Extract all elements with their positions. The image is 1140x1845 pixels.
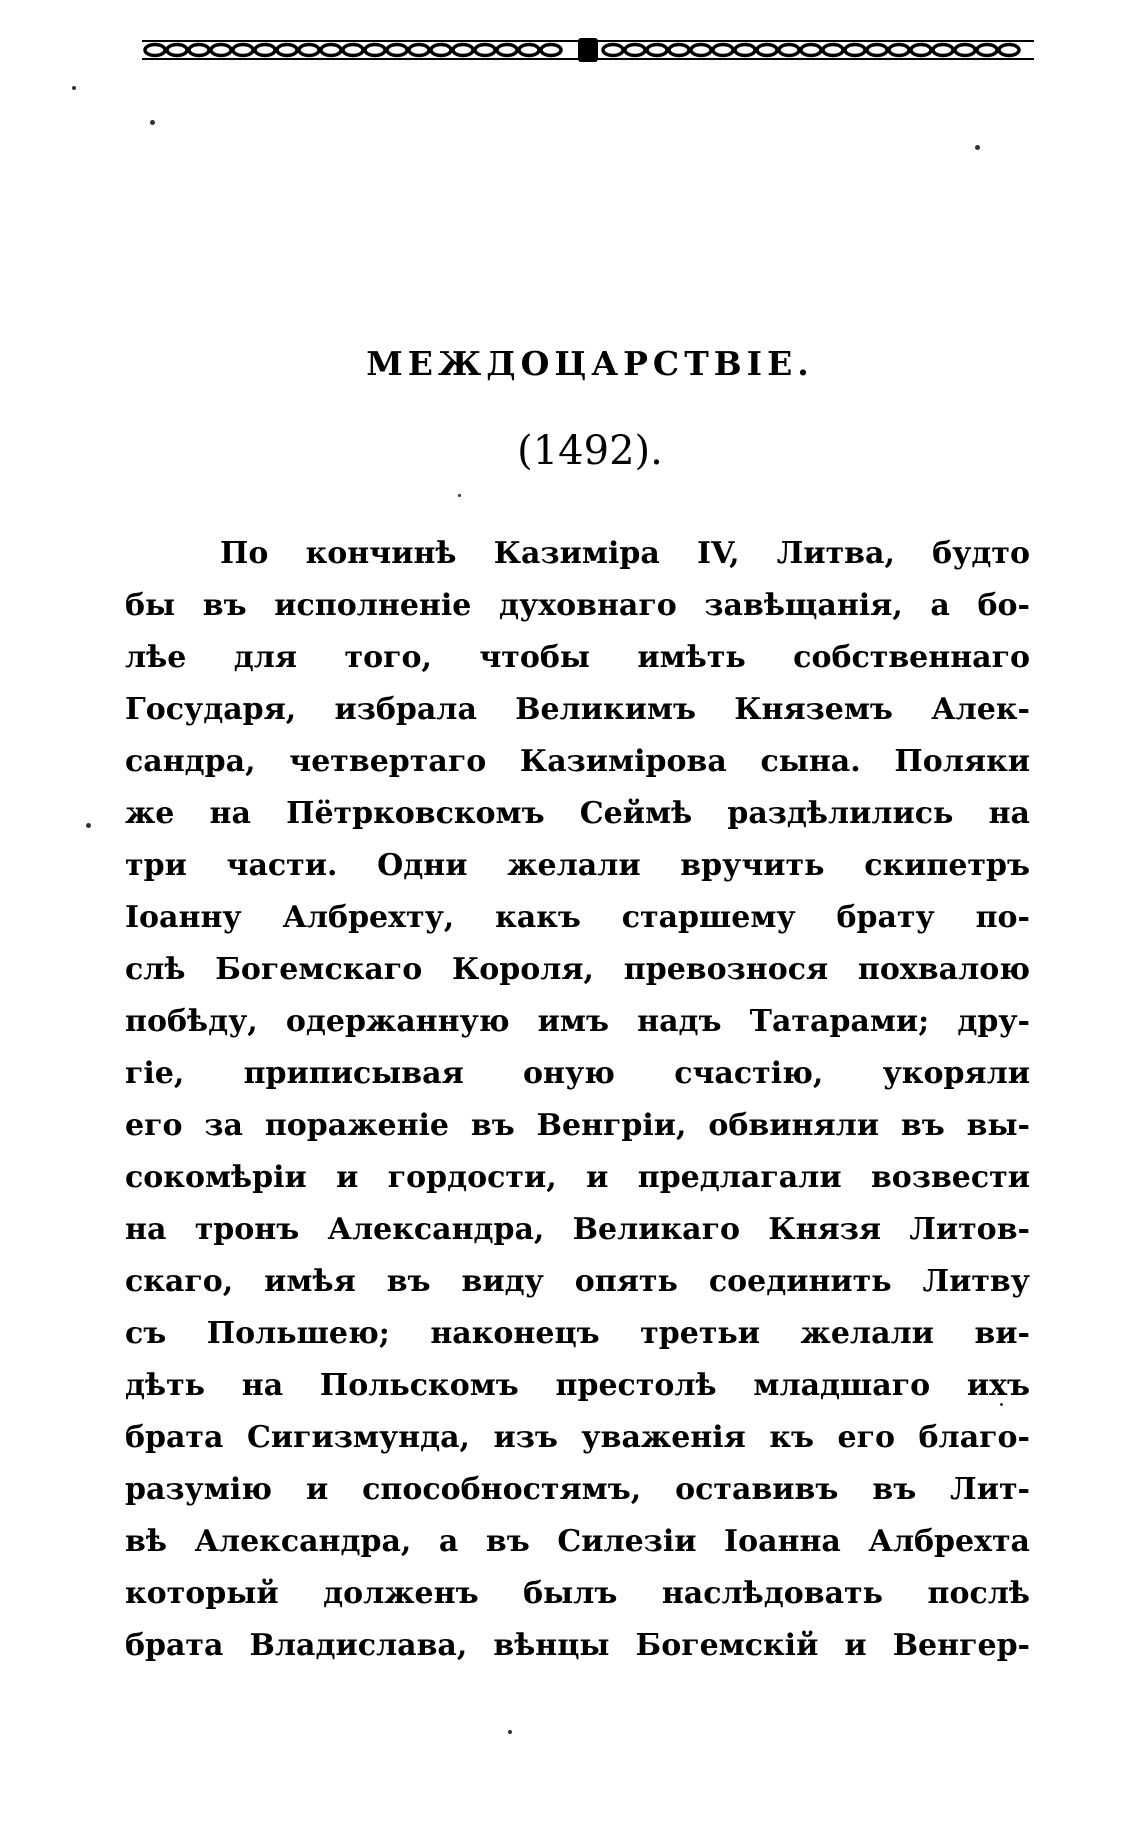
text-line: который долженъ былъ наслѣдовать послѣ	[125, 1576, 1030, 1611]
scan-speck	[150, 120, 155, 125]
text-line: лѣе для того, чтобы имѣть собственнаго	[125, 640, 1030, 675]
scan-speck	[975, 145, 980, 150]
text-line: скаго, имѣя въ виду опять соединить Литву	[125, 1264, 1030, 1299]
scan-speck	[508, 1730, 512, 1734]
scan-speck	[72, 86, 76, 90]
chapter-year: (1492).	[517, 428, 663, 474]
text-line: бы въ исполненіе духовнаго завѣщанія, а бо-	[125, 588, 1030, 623]
text-line: сокомѣріи и гордости, и предлагали возвести	[125, 1160, 1030, 1195]
text-line: же на Пётрковскомъ Сеймѣ раздѣлились на	[125, 796, 1030, 831]
ornamental-border-rule	[138, 32, 1038, 68]
text-line: съ Польшею; наконецъ третьи желали ви-	[125, 1316, 1030, 1351]
text-line: побѣду, одержанную имъ надъ Татарами; дру-	[125, 1004, 1030, 1039]
text-line: Іоанну Албрехту, какъ старшему брату по-	[125, 900, 1030, 935]
body-paragraph	[125, 528, 1030, 1672]
text-line: слѣ Богемскаго Короля, превознося похвалою	[125, 952, 1030, 987]
text-line: брата Владислава, вѣнцы Богемскій и Венгер-	[125, 1628, 1030, 1663]
text-line: на тронъ Александра, Великаго Князя Литов-	[125, 1212, 1030, 1247]
text-line: разумію и способностямъ, оставивъ въ Лит-	[125, 1472, 1030, 1507]
chapter-title: МЕЖДОЦАРСТВІЕ.	[366, 344, 814, 383]
text-line: дѣть на Польскомъ престолѣ младшаго ихъ	[125, 1368, 1030, 1403]
text-line: Государя, избрала Великимъ Княземъ Алек-	[125, 692, 1030, 727]
text-line: вѣ Александра, а въ Силезіи Іоанна Албрехта	[125, 1524, 1030, 1559]
text-line: брата Сигизмунда, изъ уваженія къ его благо-	[125, 1420, 1030, 1455]
scan-speck	[1000, 1403, 1003, 1406]
scan-speck	[86, 823, 91, 828]
text-line: три части. Одни желали вручить скипетръ	[125, 848, 1030, 883]
text-line: гіе, приписывая оную счастію, укоряли	[125, 1056, 1030, 1091]
scan-speck	[458, 494, 461, 497]
text-line: его за пораженіе въ Венгріи, обвиняли въ вы-	[125, 1108, 1030, 1143]
text-line: По кончинѣ Казиміра IV, Литва, будто	[220, 536, 1030, 571]
text-line: сандра, четвертаго Казимірова сына. Поляки	[125, 744, 1030, 779]
